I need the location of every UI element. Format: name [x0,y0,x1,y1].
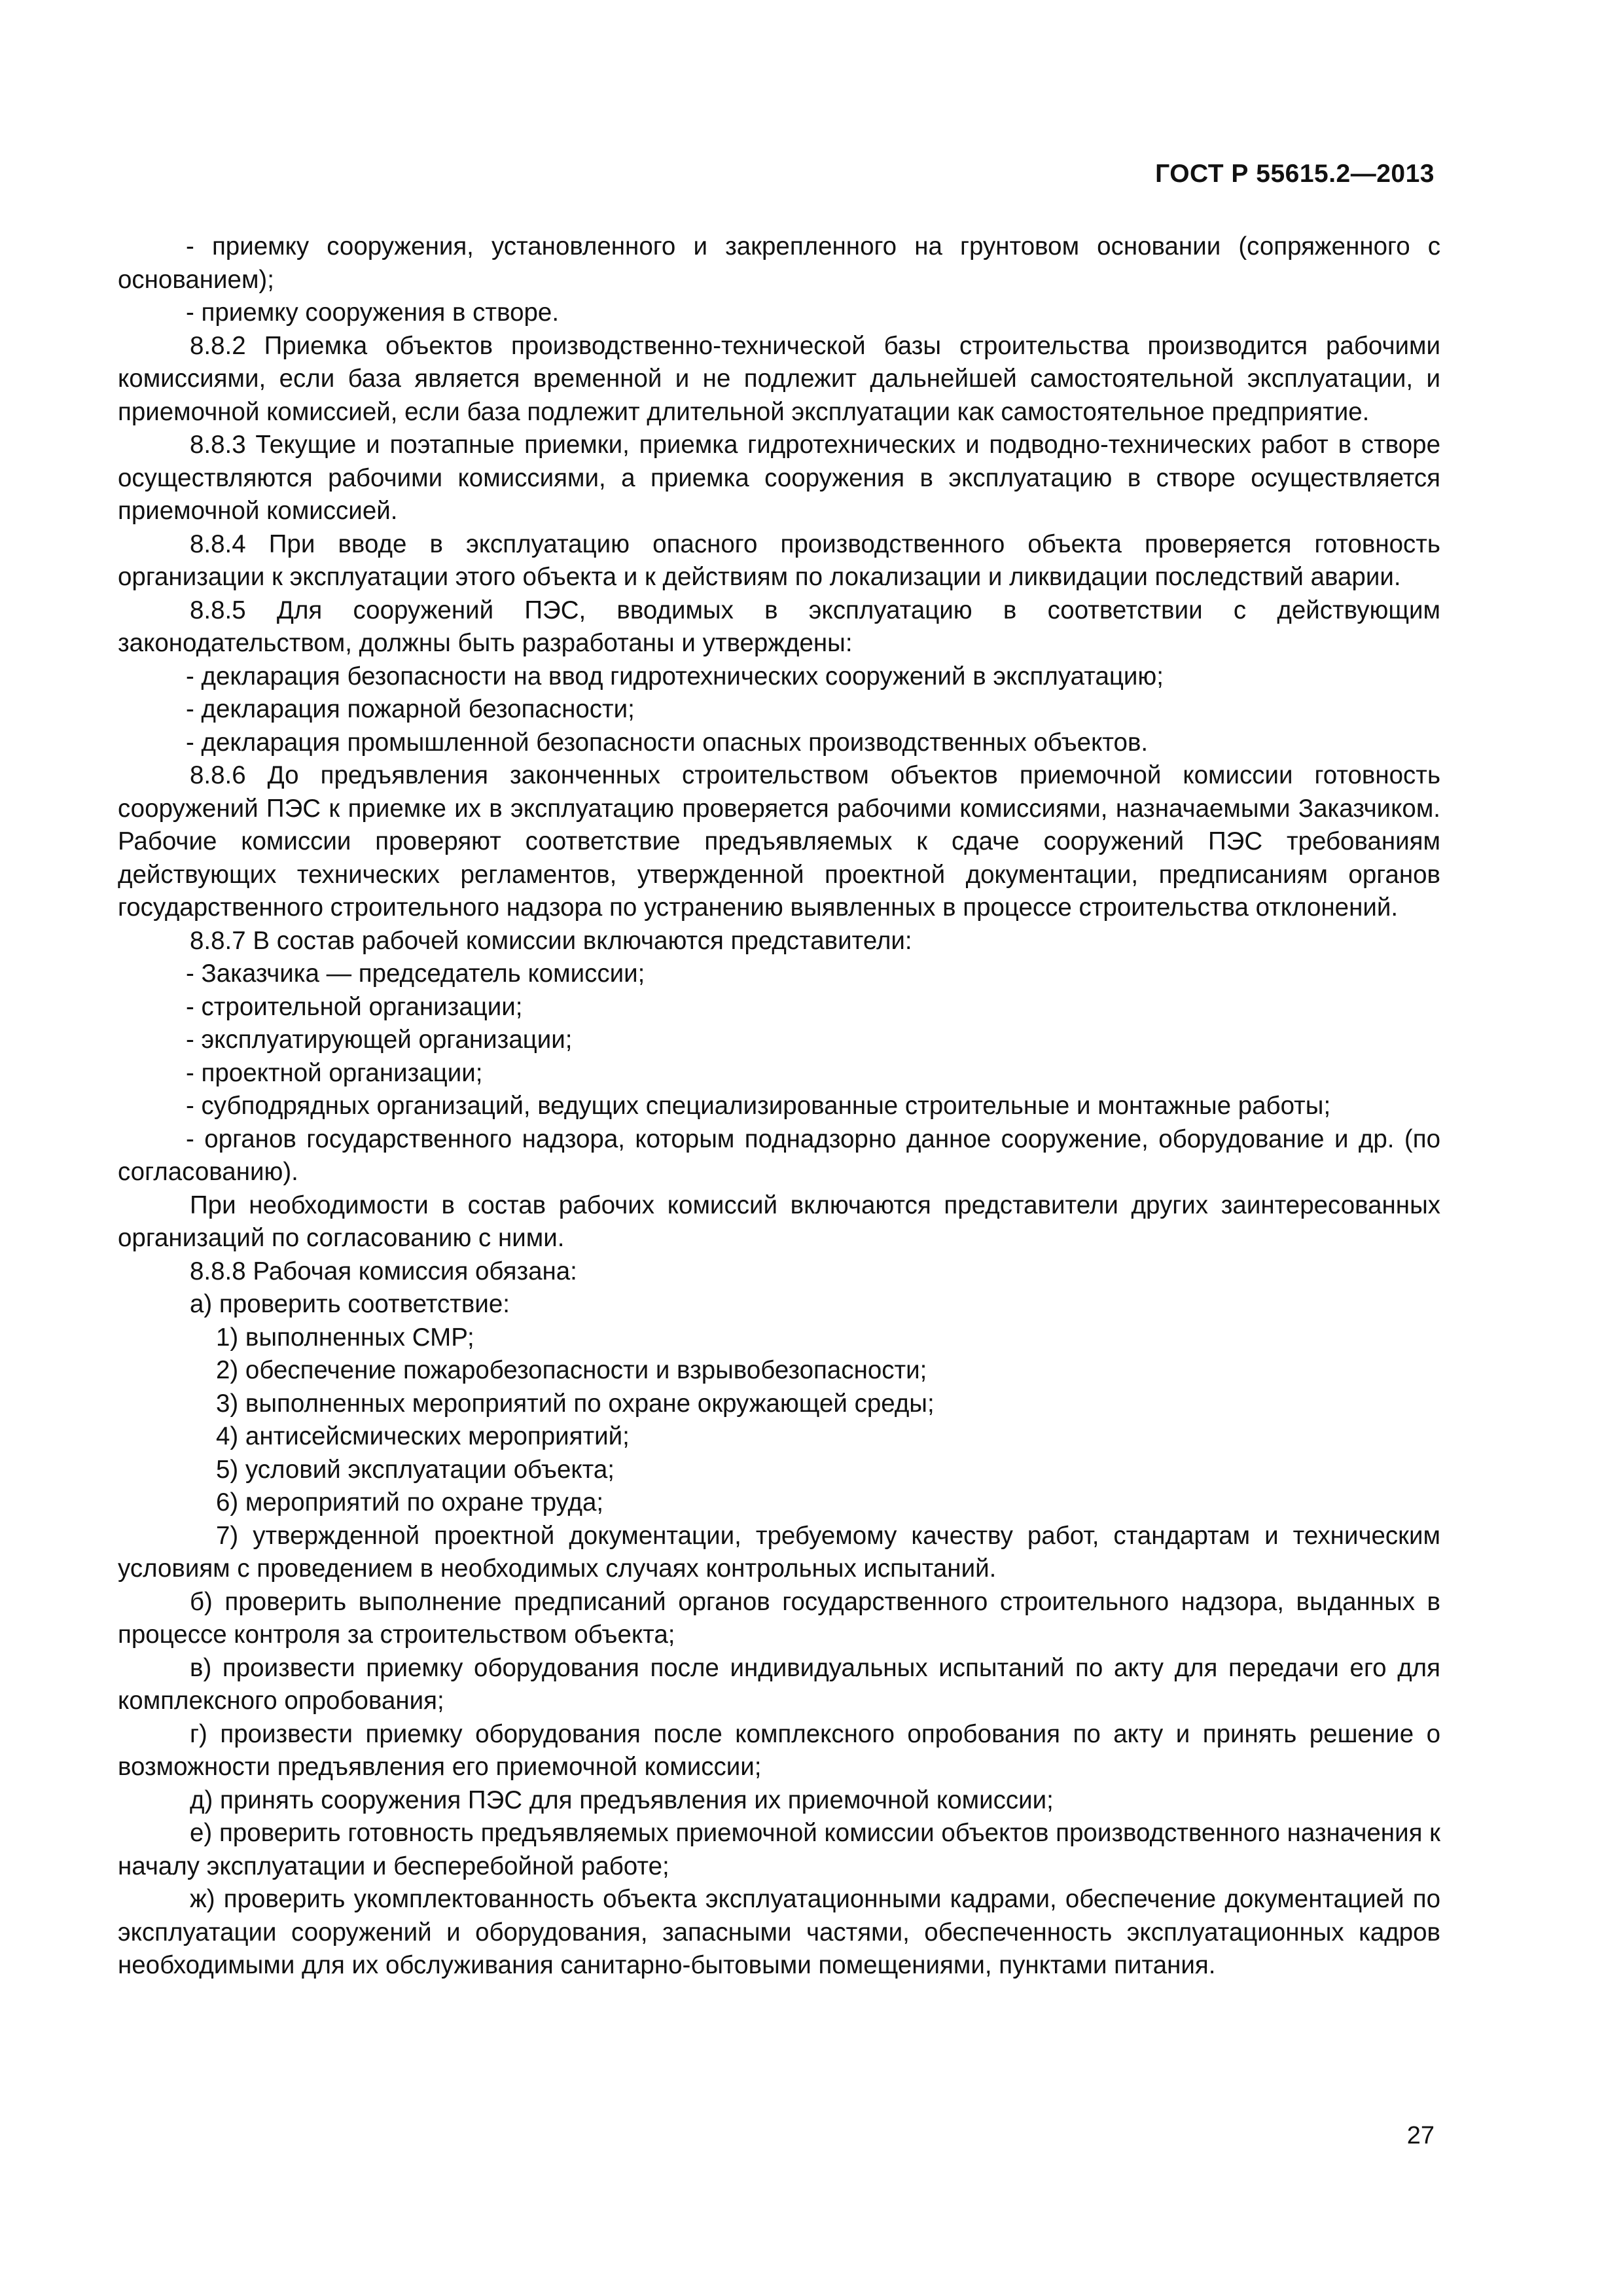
numbered-item: 4) антисейсмических мероприятий; [216,1422,630,1450]
list-item: - Заказчика — председатель комиссии; [186,960,645,988]
list-item: а) проверить соответствие: [190,1290,510,1318]
document-body [118,230,1440,1982]
clause-8-8-3: 8.8.3 Текущие и поэтапные приемки, приемка гидротехнических и подводно-технических работ в створе осуществляются рабочими комиссиями, а приемка сооружения в эксплуатацию в створе осуществляется приемочной комиссией. [118,431,1440,525]
clause-8-8-2: 8.8.2 Приемка объектов производственно-технической базы строительства производится рабочими комиссиями, если база является временной и не подлежит дальнейшей самостоятельной эксплуатации, и приемочной комиссией, если база подлежит длительной эксплуатации как самостоятельное предприятие. [118,331,1440,426]
list-item: - приемку сооружения, установленного и закрепленного на грунтовом основании (сопряженного с основанием); [118,232,1440,294]
numbered-item: 1) выполненных СМР; [216,1323,474,1352]
list-item: в) произвести приемку оборудования после индивидуальных испытаний по акту для передачи его для комплексного опробования; [118,1653,1440,1715]
list-item: - строительной организации; [186,992,523,1021]
list-item: е) проверить готовность предъявляемых приемочной комиссии объектов производственного назначения к началу эксплуатации и бесперебойной работе; [118,1819,1440,1880]
list-item: - субподрядных организаций, ведущих специализированные строительные и монтажные работы; [186,1092,1331,1120]
paragraph: При необходимости в состав рабочих комиссий включаются представители других заинтересованных организаций по согласованию с ними. [118,1191,1440,1252]
clause-8-8-4: 8.8.4 При вводе в эксплуатацию опасного производственного объекта проверяется готовность организации к эксплуатации этого объекта и к действиям по локализации и ликвидации последствий аварии. [118,529,1440,591]
numbered-item: 2) обеспечение пожаробезопасности и взрывобезопасности; [216,1356,927,1384]
clause-8-8-8: 8.8.8 Рабочая комиссия обязана: [190,1257,577,1285]
numbered-item: 7) утвержденной проектной документации, требуемому качеству работ, стандартам и техническим условиям с проведением в необходимых случаях контрольных испытаний. [118,1521,1440,1583]
list-item: - органов государственного надзора, которым поднадзорно данное сооружение, оборудование и др. (по согласованию). [118,1124,1440,1186]
document-header: ГОСТ Р 55615.2—2013 [1155,160,1435,188]
clause-8-8-6: 8.8.6 До предъявления законченных строительством объектов приемочной комиссии готовность сооружений ПЭС к приемке их в эксплуатацию проверяется рабочими комиссиями, назначаемыми Заказчиком. Рабочие комиссии проверяют соответствие предъявляемых к сдаче сооружений ПЭС требованиям действующих технических регламентов, утвержденной проектной документации, предписаниям органов государственного строительного надзора по устранению выявленных в процессе строительства отклонений. [118,761,1440,922]
clause-8-8-7: 8.8.7 В состав рабочей комиссии включаются представители: [190,926,912,955]
list-item: б) проверить выполнение предписаний органов государственного строительного надзора, выданных в процессе контроля за строительством объекта; [118,1587,1440,1649]
list-item: - приемку сооружения в створе. [186,298,560,327]
clause-8-8-5: 8.8.5 Для сооружений ПЭС, вводимых в эксплуатацию в соответствии с действующим законодательством, должны быть разработаны и утверждены: [118,596,1440,657]
list-item: - декларация промышленной безопасности опасных производственных объектов. [186,728,1149,757]
list-item: г) произвести приемку оборудования после комплексного опробования по акту и принять решение о возможности предъявления его приемочной комиссии; [118,1719,1440,1781]
numbered-item: 3) выполненных мероприятий по охране окружающей среды; [216,1389,935,1418]
list-item: д) принять сооружения ПЭС для предъявления их приемочной комиссии; [190,1785,1054,1814]
list-item: - декларация безопасности на ввод гидротехнических сооружений в эксплуатацию; [186,662,1164,691]
list-item: - декларация пожарной безопасности; [186,695,635,723]
list-item: ж) проверить укомплектованность объекта эксплуатационными кадрами, обеспечение документацией по эксплуатации сооружений и оборудования, запасными частями, обеспеченность эксплуатационных кадров необходимыми для их обслуживания санитарно-бытовыми помещениями, пунктами питания. [118,1885,1440,1979]
list-item: - эксплуатирующей организации; [186,1026,573,1054]
numbered-item: 5) условий эксплуатации объекта; [216,1455,615,1484]
page-number: 27 [1406,2122,1435,2149]
numbered-item: 6) мероприятий по охране труда; [216,1488,604,1516]
list-item: - проектной организации; [186,1058,483,1087]
